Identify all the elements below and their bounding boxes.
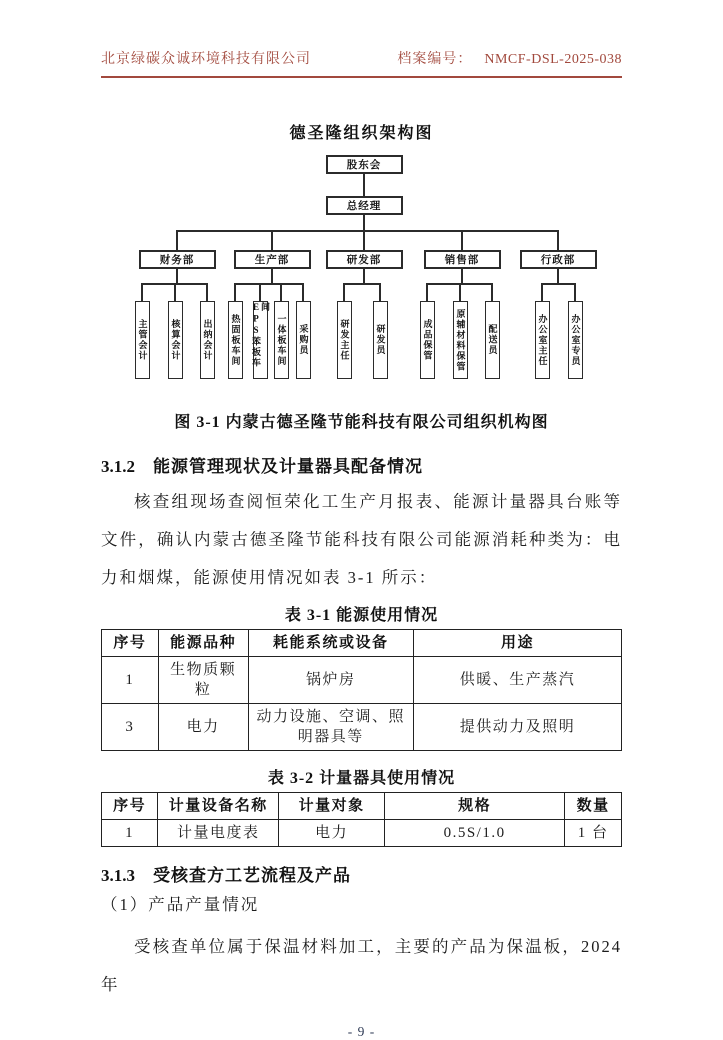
org-node-department: 研发部	[326, 250, 403, 269]
org-node-root: 股东会	[326, 155, 403, 174]
table-cell: 生物质颗粒	[158, 657, 248, 704]
org-connector-line	[557, 269, 559, 283]
org-node-position	[453, 301, 468, 379]
org-connector-line	[491, 283, 493, 301]
org-connector-line	[379, 283, 381, 301]
org-connector-line	[459, 283, 461, 301]
org-node-label: EPS苯板车间	[251, 302, 270, 368]
org-node-position	[373, 301, 388, 379]
org-node-position	[568, 301, 583, 379]
org-node-label: 研发主任	[339, 319, 350, 361]
org-node-manager: 总经理	[326, 196, 403, 215]
table-cell: 计量电度表	[158, 820, 279, 847]
section-number: 3.1.3	[101, 866, 135, 885]
org-connector-line	[259, 283, 261, 301]
org-connector-line	[234, 283, 236, 301]
list-item-product-output: （1）产品产量情况	[101, 895, 260, 914]
org-connector-line	[363, 174, 365, 196]
org-node-label: 办公室主任	[537, 313, 548, 367]
table-metering-devices	[101, 792, 622, 847]
page-number: - 9 -	[347, 1024, 376, 1039]
section-number: 3.1.2	[101, 457, 135, 476]
org-connector-line	[280, 283, 282, 301]
paragraph-energy-overview: 核查组现场查阅恒荣化工生产月报表、能源计量器具台账等文件，确认内蒙古德圣隆节能科技有限公司能源消耗种类为：电力和烟煤，能源使用情况如表 3-1 所示：	[101, 492, 622, 587]
org-connector-line	[302, 283, 304, 301]
org-node-label: 热固板车间	[230, 313, 241, 367]
table-cell: 1	[102, 820, 158, 847]
table-cell: 动力设施、空调、照明器具等	[248, 704, 413, 751]
table-cell: 电力	[279, 820, 385, 847]
paragraph-product-description: 受核查单位属于保温材料加工，主要的产品为保温板，2024 年	[101, 937, 622, 994]
org-node-department: 行政部	[520, 250, 597, 269]
table-energy-usage	[101, 629, 622, 751]
page-header	[101, 48, 622, 78]
org-chart-title: 德圣隆组织架构图	[289, 125, 434, 142]
section-title: 能源管理现状及计量器具配备情况	[153, 457, 423, 476]
table-cell: 锅炉房	[248, 657, 413, 704]
table-header-cell: 能源品种	[158, 630, 248, 657]
table-header-cell: 序号	[102, 793, 158, 820]
org-node-label: 成品保管	[422, 319, 433, 361]
org-node-label: 一体板车间	[276, 313, 287, 367]
table-cell: 1	[102, 657, 159, 704]
table-header-cell: 计量对象	[279, 793, 385, 820]
org-node-position	[420, 301, 435, 379]
org-node-position	[337, 301, 352, 379]
org-node-position	[296, 301, 311, 379]
org-chart-diagram	[101, 151, 622, 381]
table-cell: 0.5S/1.0	[384, 820, 564, 847]
org-connector-line	[176, 230, 178, 250]
org-connector-line	[461, 230, 463, 250]
org-node-position	[168, 301, 183, 379]
org-connector-line	[541, 283, 576, 285]
org-connector-line	[363, 215, 365, 230]
header-archive	[397, 48, 622, 68]
org-node-label: 办公室专员	[570, 313, 581, 367]
org-node-label: 配送员	[487, 324, 498, 356]
org-connector-line	[271, 269, 273, 283]
table-header-row	[102, 630, 622, 657]
org-node-label: 出纳会计	[202, 319, 213, 361]
org-node-position	[135, 301, 150, 379]
table-header-cell: 用途	[413, 630, 621, 657]
org-connector-line	[363, 269, 365, 283]
org-connector-line	[176, 269, 178, 283]
org-node-position	[535, 301, 550, 379]
section-heading-313	[101, 861, 622, 886]
table-3-1-title: 表 3-1 能源使用情况	[284, 607, 439, 624]
table-row	[102, 657, 622, 704]
table-cell: 3	[102, 704, 159, 751]
org-node-label: 核算会计	[170, 319, 181, 361]
org-connector-line	[176, 230, 559, 232]
org-node-position	[228, 301, 243, 379]
table-cell: 提供动力及照明	[413, 704, 621, 751]
table-header-cell: 规格	[384, 793, 564, 820]
org-connector-line	[234, 283, 304, 285]
org-connector-line	[343, 283, 381, 285]
table-header-cell: 耗能系统或设备	[248, 630, 413, 657]
table-row	[102, 704, 622, 751]
org-connector-line	[363, 230, 365, 250]
org-node-department: 销售部	[424, 250, 501, 269]
org-node-department: 财务部	[139, 250, 216, 269]
org-connector-line	[541, 283, 543, 301]
org-node-department: 生产部	[234, 250, 311, 269]
table-row	[102, 820, 622, 847]
org-node-label: 主管会计	[137, 319, 148, 361]
org-connector-line	[557, 230, 559, 250]
org-connector-line	[461, 269, 463, 283]
org-connector-line	[426, 283, 428, 301]
table-3-2-title: 表 3-2 计量器具使用情况	[267, 770, 456, 787]
table-header-cell: 序号	[102, 630, 159, 657]
org-connector-line	[271, 230, 273, 250]
section-heading-312	[101, 452, 622, 477]
org-connector-line	[343, 283, 345, 301]
org-connector-line	[141, 283, 143, 301]
table-header-cell: 计量设备名称	[158, 793, 279, 820]
org-node-label: 原辅材料保管	[455, 308, 466, 372]
org-node-position	[485, 301, 500, 379]
header-company-name: 北京绿碳众诚环境科技有限公司	[101, 52, 311, 67]
table-header-row	[102, 793, 622, 820]
table-cell: 1 台	[565, 820, 622, 847]
table-header-cell: 数量	[565, 793, 622, 820]
org-connector-line	[206, 283, 208, 301]
table-cell: 供暖、生产蒸汽	[413, 657, 621, 704]
org-node-label: 研发员	[375, 324, 386, 356]
figure-caption: 图 3-1 内蒙古德圣隆节能科技有限公司组织机构图	[174, 414, 549, 431]
org-node-position	[253, 301, 268, 379]
archive-label: 档案编号：	[397, 52, 473, 67]
org-node-position	[200, 301, 215, 379]
org-connector-line	[174, 283, 176, 301]
org-node-label: 采购员	[298, 324, 309, 356]
archive-number: NMCF-DSL-2025-038	[484, 52, 622, 67]
section-title: 受核查方工艺流程及产品	[153, 866, 351, 885]
table-cell: 电力	[158, 704, 248, 751]
org-node-position	[274, 301, 289, 379]
org-connector-line	[574, 283, 576, 301]
